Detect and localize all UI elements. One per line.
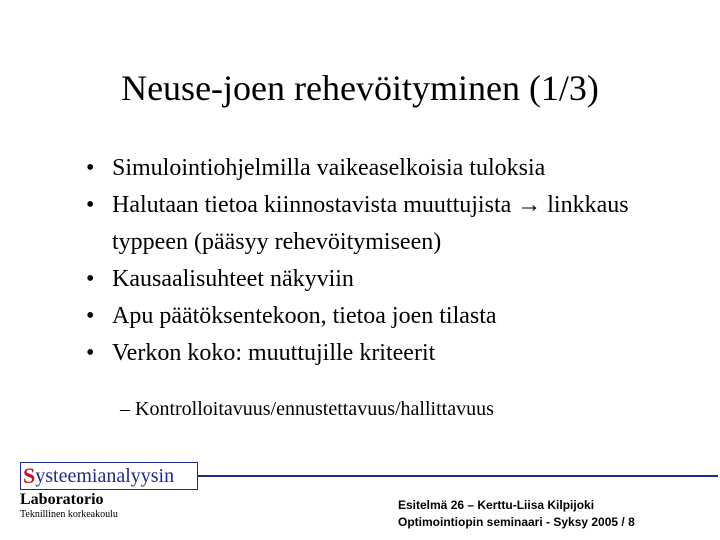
logo-rule bbox=[198, 475, 718, 477]
footer-line-2: Optimointiopin seminaari - Syksy 2005 / 8 bbox=[398, 515, 635, 529]
bullet-text: Verkon koko: muuttujille kriteerit bbox=[112, 340, 436, 366]
bullet-marker: • bbox=[86, 303, 95, 329]
bullet-text: Halutaan tietoa kiinnostavista muuttujista → linkkaus typpeen (pääsyy rehevöitymiseen) bbox=[112, 192, 629, 255]
slide-title: Neuse-joen rehevöityminen (1/3) bbox=[121, 68, 599, 108]
logo-university: Teknillinen korkeakoulu bbox=[20, 509, 118, 520]
bullet-text: Kausaalisuhteet näkyviin bbox=[112, 266, 354, 292]
logo-wordmark bbox=[20, 462, 198, 490]
bullet-text: Apu päätöksentekoon, tietoa joen tilasta bbox=[112, 303, 497, 329]
lab-logo bbox=[20, 462, 198, 521]
bullet-item bbox=[86, 261, 686, 298]
bullet-item bbox=[86, 298, 686, 335]
bullet-marker: • bbox=[86, 340, 95, 366]
bullet-item bbox=[86, 335, 686, 372]
bullet-marker: • bbox=[86, 155, 95, 181]
bullet-list bbox=[86, 150, 686, 372]
sub-bullet: – Kontrolloitavuus/ennustettavuus/hallittavuus bbox=[120, 398, 494, 420]
bullet-marker: • bbox=[86, 266, 95, 292]
bullet-item bbox=[86, 187, 686, 261]
bullet-text: Simulointiohjelmilla vaikeaselkoisia tuloksia bbox=[112, 155, 546, 181]
slide-footer bbox=[398, 497, 635, 531]
footer-line-1: Esitelmä 26 – Kerttu-Liisa Kilpijoki bbox=[398, 498, 595, 512]
logo-initial: S bbox=[23, 463, 36, 488]
bullet-marker: • bbox=[86, 192, 95, 218]
bullet-item bbox=[86, 150, 686, 187]
logo-wordmark-text: ysteemianalyysin bbox=[35, 464, 175, 487]
logo-laboratorio: Laboratorio bbox=[20, 491, 104, 508]
